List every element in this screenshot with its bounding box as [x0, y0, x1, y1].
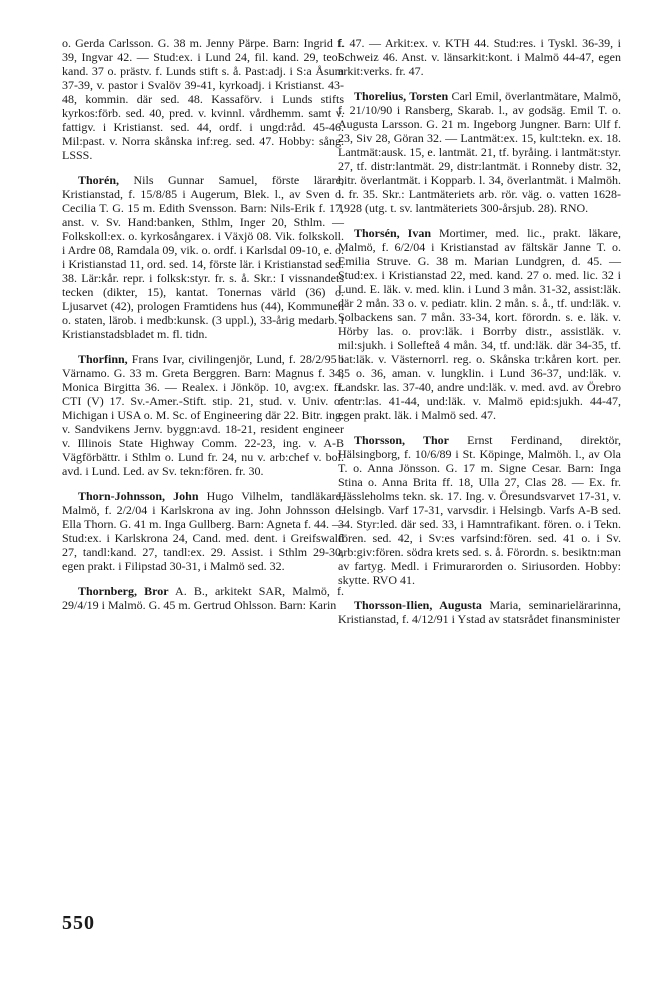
entry-text: f. 47. — Arkit:ex. v. KTH 44. Stud:res. i Tyskl. 36-39, i Schweiz 46. Anst. v. länsarkit:kont. i Malmö 44-47, egen arkit:verks. fr. 47. — [338, 36, 621, 78]
entry-headword: Thorfinn, — [78, 352, 128, 366]
entry-thoren — [62, 173, 344, 341]
entry-thorn-johnsson — [62, 489, 344, 573]
entry-given-names: Frans Ivar, — [131, 352, 185, 366]
entry-given-names: Nils Gunnar — [133, 173, 204, 187]
entry-headword: Thorsson, Thor — [354, 433, 449, 447]
right-column — [338, 36, 621, 637]
entry-text: civilingenjör, Lund, f. 28/2/95 i Värnamo. G. 33 m. Greta Berggren. Barn: Magnus f. 34, Monica Birgitta 36. — Realex. i Jönköp. 10, avg:ex. fr. CTI (V) 17. Sv.-Amer.-Stift. stip. 21, stud. v. Univ. of Michigan i USA o. M. Sc. of Engineering där 22. Bitr. ing. v. Sandvikens Jernv. byggn:avd. 18-21, resident engineer v. Illinois State Highway Comm. 22-23, ing. v. A-B Vägförbättr. i Sthlm o. Lund fr. 24, nu v. arb:chef v. bol. avd. i Lund. Led. av Sv. tekn:fören. fr. 30. — [62, 352, 344, 478]
entry-headword: Thorsén, Ivan — [354, 226, 431, 240]
entry-thornberg-continued — [338, 36, 621, 78]
entry-headword: Thorén, — [78, 173, 120, 187]
entry-headword: Thornberg, Bror — [78, 584, 169, 598]
left-column — [62, 36, 344, 623]
entry-thorfinn — [62, 352, 344, 478]
entry-text: Hugo Vilhelm, tandläkare, Malmö, f. 2/2/04 i Karlskrona av ing. John Johnsson o. Ella Thorn. G. 41 m. Inga Gullberg. Barn: Agneta f. 44. — Stud:ex. i Karlskrona 24, Cand. med. dent. i Greifswald 27, tandl:kand. 27, tandl:ex. 29. Assist. i Sthlm 29-30, egen prakt. i Filipstad 30-31, i Malmö sed. 32. — [62, 489, 344, 573]
entry-headword: Thorn-Johnsson, John — [78, 489, 199, 503]
entry-text: Mortimer, med. lic., prakt. läkare, Malmö, f. 6/2/04 i Kristianstad av fältskär Janne T. o. Emilia Struve. G. 38 m. Marian Lundgren, d. 45. — Stud:ex. i Kristianstad 22, med. kand. 27 o. med. lic. 32 i Lund. E. läk. v. med. klin. i Lund 3 mån. 31-32, assist:läk. där 2 mån. 33 o. v. pediatr. klin. 2 mån. s. å., tf. und:läk. v. Solbackens san. 7 mån. 33-34, kort. förordn. s. e. läk. v. Hörby las. o. prov:läk. i Borrby distr., assistläk. v. mil:sjukh. i Sollefteå 4 mån. 34, tf. und:läk. där 34-35, tf. bat:läk. v. Västernorrl. reg. o. Skånska tr:kåren kort. per. 35 o. 36, aman. v. lungklin. i Lund 36-37, und:läk. v. Landskr. las. 37-40, andre und:läk. v. med. avd. av Örebro centr:las. 41-44, und:läk. v. Malmö epid:sjukh. 44-47, egen prakt. läk. i Malmö sed. 47. — [338, 226, 621, 422]
page-number: 550 — [62, 912, 95, 934]
entry-text: A. B., arkitekt SAR, Malmö, f. 29/4/19 i Malmö. G. 45 m. Gertrud Ohlsson. Barn: Karin — [62, 584, 344, 612]
entry-carlsson-continued — [62, 36, 344, 162]
entry-text: Carl Emil, överlantmätare, Malmö, f. 21/10/90 i Ransberg, Skarab. l., av godsäg. Emil T. o. Augusta Larsson. G. 21 m. Ingeborg Jungner. Barn: Ulf f. 23, Siv 28, Göran 32. — Lantmät:ex. 15, kult:tekn. ex. 18. Lantmät:ausk. 15, e. lantmät. 21, tf. byråing. i lantmät:styr. 27, tf. distr:lantmät. 29, distr:lantmät. i Ronneby distr. 32, bitr. överlantmät. i Kopparb. l. 34, överlantmät. i Malmöh. l. fr. 35. Skr.: Lantmäteriets arb. rör. väg. o. vatten 1628-1928 (utg. t. sv. lantmäteriets 300-årsjub. 28). RNO. — [338, 89, 621, 215]
entry-thornberg — [62, 584, 344, 612]
entry-text: Maria, seminarielärarinna, Kristianstad, f. 4/12/91 i Ystad av statsrådet finansminister — [338, 598, 621, 626]
entry-text: o. Gerda Carlsson. G. 38 m. Jenny Pärpe. Barn: Ingrid f. 39, Ingvar 42. — Stud:ex. i Lund 24, fil. kand. 29, teol. kand. 37 o. prästv. f. Lunds stift s. å. Past:adj. i S:a Åsum 37-39, v. pastor i Svalöv 39-41, kyrkoadj. i Kristianst. 43-48, kommin. där sed. 48. Kassaförv. i Lunds stifts kyrkos:förb. sed. 40, pred. v. kvinnl. vårdhemm. samt v. fattigv. i Kristianst. sed. 44, ordf. i ungd:råd. 45-46. Mil:past. v. Norra skånska inf:reg. sed. 47. Hobby: sång. LSSS. — [62, 36, 344, 162]
entry-text: Samuel, förste lärare, Kristianstad, f. 15/8/85 i Augerum, Blek. l., av Sven o. Cecilia T. G. 15 m. Edith Svensson. Barn: Nils-Erik f. 17, anst. v. Sv. Hand:banken, Sthlm, Inger 20, Sthlm. — Folkskoll:ex. o. kyrkosångarex. i Växjö 08. Vik. folkskoll. i Ardre 08, Ramdala 09, vik. o. ordf. i Karlsdal 09-10, e. o. i Kristianstad 11, ord. sed. 14, förste lär. i Kristianstad sed. 38. Lär:kår. repr. i folksk:styr. fr. s. å. Skr.: I vissnandets tecken (dikter, 15), kantat. Tonernas värld (36) o. Ljusarvet (42), prologen Framtidens hus (44), Kommunen o. staten, lärob. i medb:kunsk. (3 uppl.), 33-årig medarb. i Kristianstadsbladet m. fl. tidn. — [62, 173, 345, 341]
entry-text: Ernst Ferdinand, direktör, Hälsingborg, f. 10/6/89 i St. Köpinge, Malmöh. l., av Ola T. o. Anna Jönsson. G. 17 m. Signe Cesar. Barn: Inga Stina o. Anna Brita ff. 18, Ulla 27, Clas 28. — Ex. fr. Hässleholms tekn. sk. 17. Ing. v. Öresundsvarvet 17-31, v. Helsingb. Varf 17-31, varvsdir. i Helsingb. Varfs A-B sed. 34. Styr:led. där sed. 33, i Hamntrafikant. fören. o. i Tekn. fören. sed. 42, i Sv:es varfsind:fören. sed. 41 o. i Sv. arb:giv:fören. södra krets sed. s. å. Förordn. s. besiktn:man av fartyg. Medl. i Frimurarorden o. Siriusorden. Hobby: skytte. RVO 41. — [338, 433, 621, 587]
entry-thorsson-ilien — [338, 598, 621, 626]
entry-headword: Thorsson-Ilien, Augusta — [354, 598, 482, 612]
entry-thorsson — [338, 433, 621, 587]
entry-thorelius — [338, 89, 621, 215]
entry-thorsen — [338, 226, 621, 422]
entry-headword: Thorelius, Torsten — [354, 89, 449, 103]
